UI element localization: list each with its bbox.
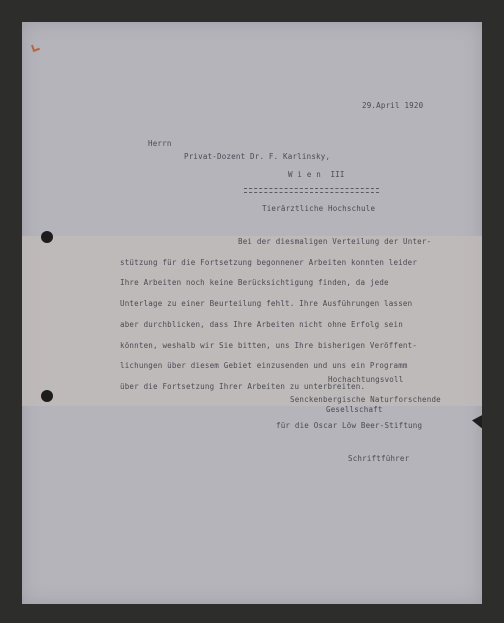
punch-hole-top <box>41 231 53 243</box>
recipient-city: W i e n III <box>288 170 345 179</box>
page-edge-notch <box>472 414 482 430</box>
letter-date: 29.April 1920 <box>362 101 424 110</box>
body-line: über die Fortsetzung Ihrer Arbeiten zu unterbreiten. <box>120 381 366 391</box>
address-divider <box>244 188 379 193</box>
punch-hole-bottom <box>41 390 53 402</box>
foundation-line: für die Oscar Löw Beer-Stiftung <box>276 421 423 430</box>
body-line: Ihre Arbeiten noch keine Berücksichtigung finden, da jede <box>120 278 389 288</box>
recipient-name: Privat-Dozent Dr. F. Karlinsky, <box>184 152 331 161</box>
body-line: aber durchblicken, dass Ihre Arbeiten nicht ohne Erfolg sein <box>120 319 403 329</box>
sender-line-2: Gesellschaft <box>326 405 383 414</box>
salutation: Herrn <box>148 139 172 148</box>
letter-body <box>120 232 460 398</box>
letter-page <box>22 22 482 604</box>
body-line: könnten, weshalb wir Sie bitten, uns Ihre bisherigen Veröffent- <box>120 340 418 350</box>
body-line: Bei der diesmaligen Verteilung der Unter- <box>238 237 432 246</box>
corner-mark <box>31 43 40 52</box>
closing: Hochachtungsvoll <box>328 375 404 384</box>
body-line: lichungen über diesem Gebiet einzusenden und uns ein Programm <box>120 361 408 371</box>
letter-subject: Tierärztliche Hochschule <box>262 204 376 213</box>
sender-line-1: Senckenbergische Naturforschende <box>290 395 441 404</box>
body-line: stützung für die Fortsetzung begonnener Arbeiten konnten leider <box>120 257 418 267</box>
signature-role: Schriftführer <box>348 454 410 463</box>
body-line: Unterlage zu einer Beurteilung fehlt. Ihre Ausführungen lassen <box>120 299 413 309</box>
